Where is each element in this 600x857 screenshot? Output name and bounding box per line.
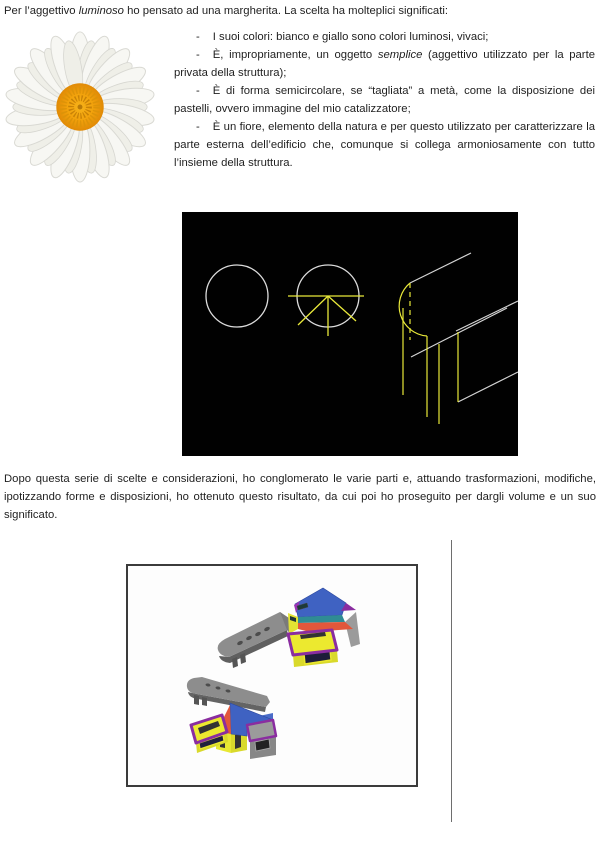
intro-italic-word: luminoso xyxy=(78,5,124,17)
bullet-item xyxy=(174,118,595,172)
bullet-marker: - xyxy=(196,31,200,43)
model-render-icon xyxy=(128,566,416,785)
bullet-text: È, impropriamente, un oggetto xyxy=(212,49,378,61)
intro-paragraph xyxy=(4,2,596,20)
daisy-flower-icon xyxy=(2,27,160,185)
bullet-italic: semplice xyxy=(377,49,423,61)
bullet-marker: - xyxy=(196,121,200,133)
intro-text-pre: Per l’aggettivo xyxy=(4,5,79,17)
result-paragraph: Dopo questa serie di scelte e considerazioni, ho conglomerato le varie parti e, attuando trasformazioni, modifiche, ipotizzando forme e disposizioni, ho ottenuto questo risultato, da cui poi ho proseguito per dargli volume e un suo significato. xyxy=(4,473,596,521)
bullet-text-post: (aggettivo utilizzato per la parte privata della struttura); xyxy=(174,49,595,79)
bullet-list xyxy=(174,28,595,172)
vertical-divider-line xyxy=(451,540,452,822)
bullet-marker: - xyxy=(196,49,200,61)
cad-sketch-image xyxy=(182,212,518,456)
daisy-image xyxy=(2,27,160,185)
bullet-marker: - xyxy=(196,85,200,97)
bullet-item xyxy=(174,28,595,46)
intro-text-post: ho pensato ad una margherita. La scelta ha molteplici significati: xyxy=(123,5,448,17)
daisy-petals xyxy=(3,30,158,185)
cad-sketch-icon xyxy=(182,212,518,456)
bullet-item xyxy=(174,82,595,118)
bullet-text: È di forma semicircolare, se “tagliata” a metà, come la disposizione dei pastelli, ovvero immagine del mio catalizzatore; xyxy=(174,85,595,115)
bullet-item xyxy=(174,46,595,82)
bullet-text: È un fiore, elemento della natura e per questo utilizzato per caratterizzare la parte esterna dell’edificio che, comunque si collega armoniosamente con tutto l’insieme della struttura. xyxy=(174,121,595,169)
model-render-image xyxy=(126,564,418,787)
daisy-center xyxy=(56,83,103,130)
bullet-text: I suoi colori: bianco e giallo sono colori luminosi, vivaci; xyxy=(212,31,489,43)
